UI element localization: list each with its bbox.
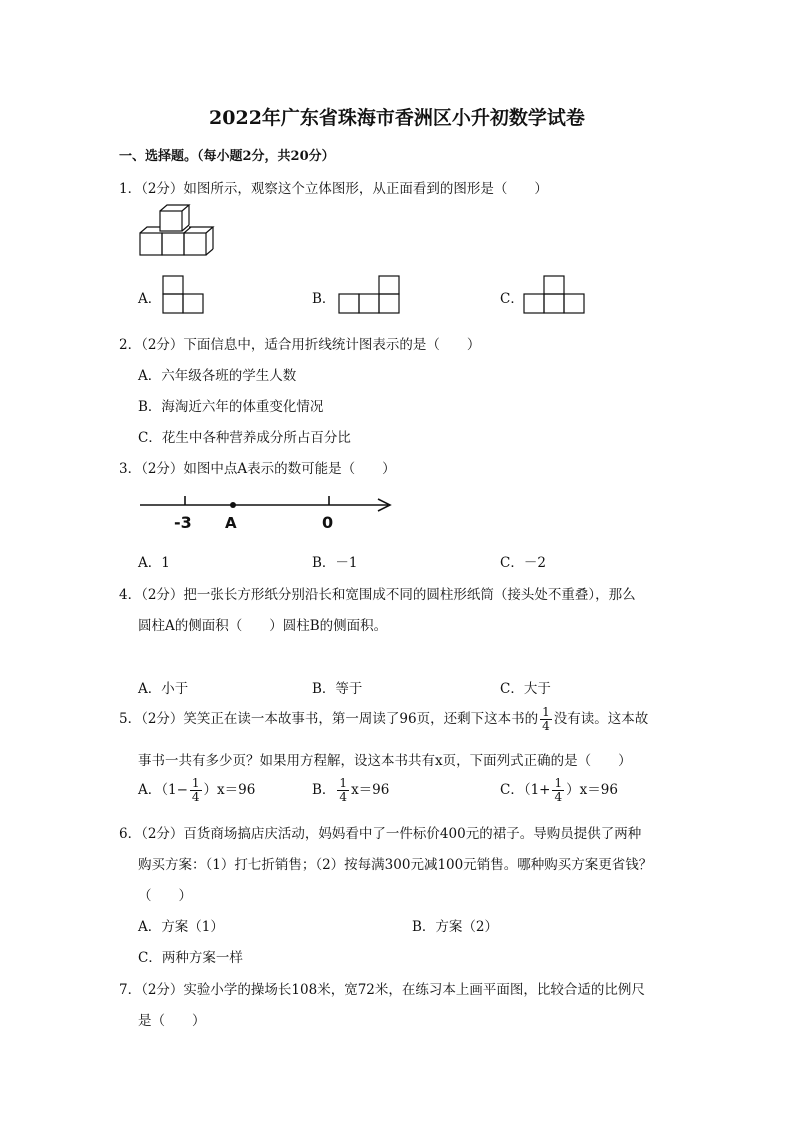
fraction-denominator: 4 xyxy=(542,719,550,733)
q5-option-a xyxy=(138,777,255,804)
page-title: 2022年广东省珠海市香洲区小升初数学试卷 xyxy=(209,107,585,129)
q5-option-c-suffix: ）x＝96 xyxy=(566,782,618,798)
q5-option-b xyxy=(312,777,389,804)
fraction-denominator: 4 xyxy=(554,790,563,804)
q4-line2: 圆柱A的侧面积（ ）圆柱B的侧面积。 xyxy=(138,618,388,634)
q1-option-a-figure xyxy=(162,275,206,315)
q6-line1: 6．（2分）百货商场搞店庆活动，妈妈看中了一件标价400元的裙子。导购员提供了两种 xyxy=(119,826,642,842)
q5-option-b-fraction xyxy=(337,777,349,804)
q6-line3: （ ） xyxy=(138,888,192,904)
q1-option-c: C． xyxy=(500,291,524,307)
q1-option-a: A． xyxy=(138,291,162,307)
q4-option-a: A．小于 xyxy=(138,681,189,697)
q3-option-a: A．1 xyxy=(138,555,170,571)
q3-axis-label-zero: 0 xyxy=(322,513,334,532)
section-heading: 一、选择题。（每小题2分，共20分） xyxy=(119,149,335,164)
q2-option-b: B．海淘近六年的体重变化情况 xyxy=(138,399,324,415)
q2-stem: 2．（2分）下面信息中，适合用折线统计图表示的是（ ） xyxy=(119,337,481,353)
q5-option-c-prefix: C．（1+ xyxy=(500,782,551,798)
q7-line2: 是（ ） xyxy=(138,1013,206,1029)
fraction-numerator: 1 xyxy=(191,776,200,790)
q3-axis-label-minus3: -3 xyxy=(174,513,192,532)
fraction-numerator: 1 xyxy=(554,776,563,790)
q2-option-a: A．六年级各班的学生人数 xyxy=(138,368,297,384)
q7-line1: 7．（2分）实验小学的操场长108米，宽72米，在练习本上画平面图，比较合适的比例尺 xyxy=(119,982,645,998)
q5-option-c xyxy=(500,777,618,804)
q2-option-c: C．花生中各种营养成分所占百分比 xyxy=(138,430,351,446)
q5-option-b-prefix: B． xyxy=(312,782,336,798)
q3-option-b: B．－1 xyxy=(312,555,358,571)
q1-3d-figure xyxy=(138,203,220,263)
q6-line2: 购买方案：（1）打七折销售；（2）按每满300元减100元销售。哪种购买方案更省钱？ xyxy=(138,857,653,873)
q1-option-b: B． xyxy=(312,291,336,307)
fraction-denominator: 4 xyxy=(339,790,348,804)
q6-option-a: A．方案（1） xyxy=(138,919,224,935)
q3-option-c: C．－2 xyxy=(500,555,546,571)
q4-option-c: C．大于 xyxy=(500,681,551,697)
q4-option-b: B．等于 xyxy=(312,681,363,697)
q6-option-b: B．方案（2） xyxy=(412,919,499,935)
q5-option-a-fraction xyxy=(190,777,202,804)
q5-option-a-suffix: ）x＝96 xyxy=(203,782,256,798)
q5-line1 xyxy=(119,706,648,733)
q1-option-b-figure xyxy=(338,275,402,315)
q3-stem: 3．（2分）如图中点A表示的数可能是（ ） xyxy=(119,461,396,477)
q5-option-a-prefix: A．（1− xyxy=(138,782,188,798)
q5-fraction xyxy=(540,706,552,733)
q3-axis-label-a: A xyxy=(225,514,237,532)
fraction-denominator: 4 xyxy=(191,790,200,804)
q6-option-c: C．两种方案一样 xyxy=(138,950,243,966)
q1-stem: 1．（2分）如图所示，观察这个立体图形，从正面看到的图形是（ ） xyxy=(119,181,548,197)
q5-line1-end: 没有读。这本故 xyxy=(553,711,649,727)
q5-line2: 事书一共有多少页？如果用方程解，设这本书共有x页，下面列式正确的是（ ） xyxy=(138,753,632,769)
q4-line1: 4．（2分）把一张长方形纸分别沿长和宽围成不同的圆柱形纸筒（接头处不重叠），那么 xyxy=(119,587,636,603)
q1-option-c-figure xyxy=(523,275,587,315)
q5-line1-start: 5．（2分）笑笑正在读一本故事书，第一周读了96页，还剩下这本书的 xyxy=(119,711,539,727)
q5-option-c-fraction xyxy=(552,777,564,804)
q5-option-b-suffix: x＝96 xyxy=(351,782,390,798)
fraction-numerator: 1 xyxy=(542,705,550,719)
fraction-numerator: 1 xyxy=(339,776,348,790)
